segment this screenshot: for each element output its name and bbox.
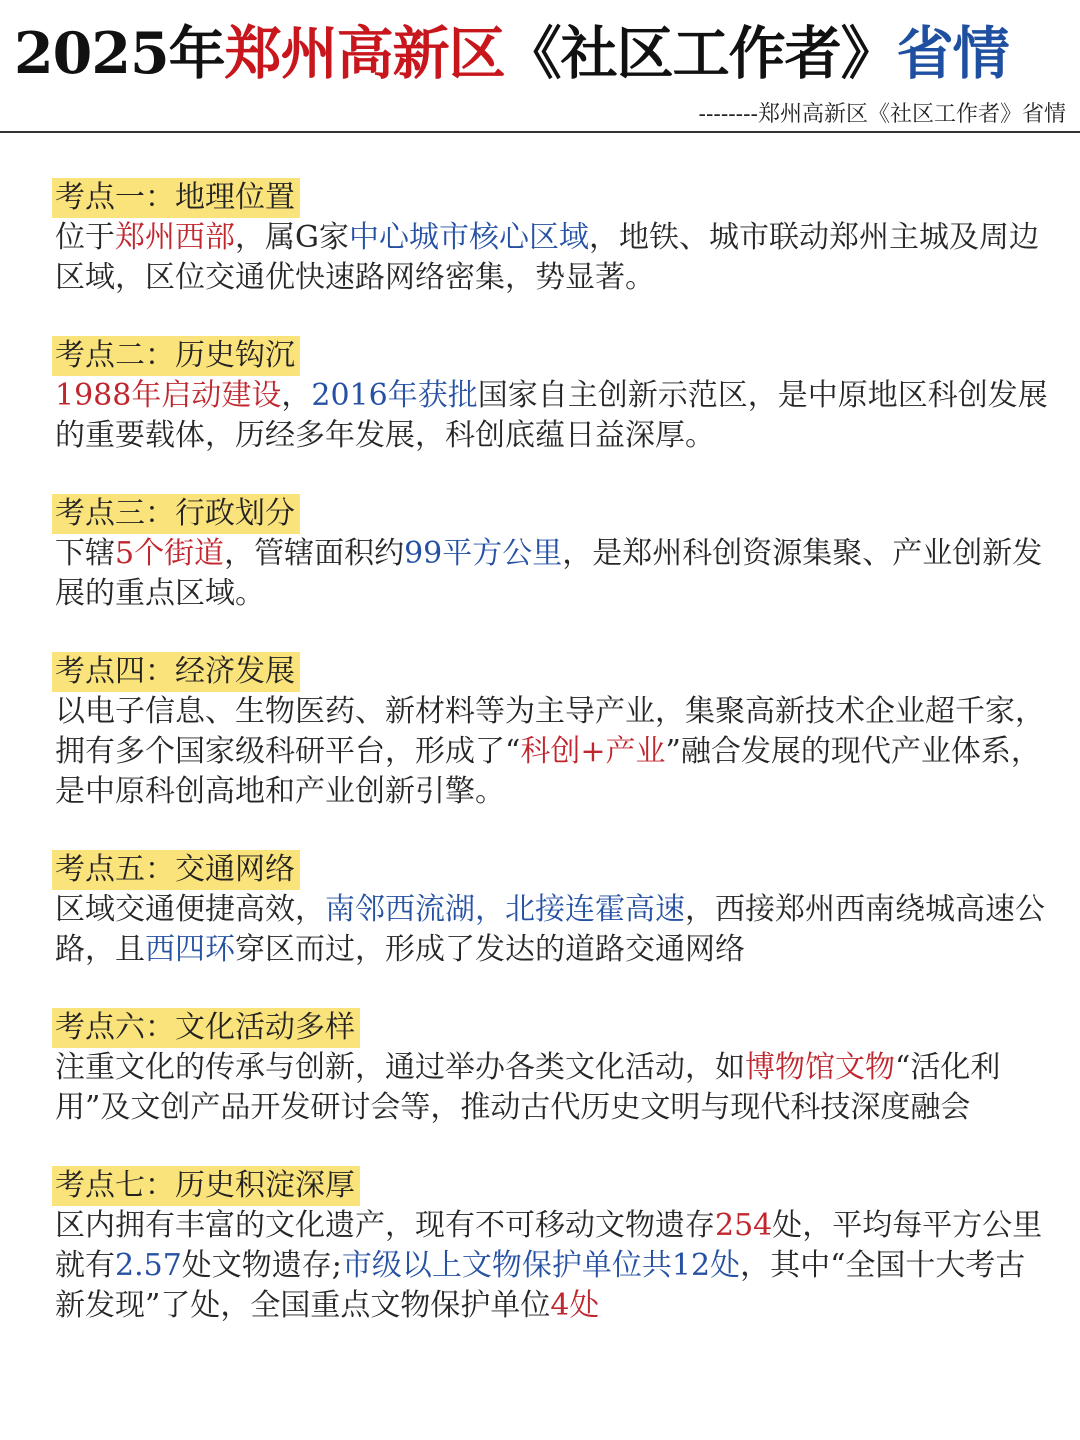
body-text-segment: ，其中“全国十大考古新发现”了处，全国重点文物保护单位 xyxy=(55,1248,1026,1323)
body-text-segment: “活化利用”及文创产品开发研讨会等，推动古代历史文明与现代科技深度融会 xyxy=(55,1050,1001,1125)
body-text-segment: 区内拥有丰富的文化遗产，现有不可移动文物遗存 xyxy=(55,1208,715,1243)
body-text-segment: ，属G家 xyxy=(235,220,349,255)
body-text-segment: ”融合发展的现代产业体系，是中原科创高地和产业创新引擎。 xyxy=(55,734,1041,809)
highlight-red-text: 4处 xyxy=(550,1288,600,1323)
section-heading: 考点三：行政划分 xyxy=(52,494,300,534)
body-text-segment: 位于 xyxy=(55,220,115,255)
section-heritage xyxy=(55,1166,1055,1326)
section-heading: 考点二：历史钩沉 xyxy=(52,336,300,376)
section-transport xyxy=(55,850,1055,970)
title-topic: 省情 xyxy=(896,20,1009,87)
body-text-segment: ，西接郑州西南绕城高速公路，且 xyxy=(55,892,1045,967)
body-text-segment: 区域交通便捷高效， xyxy=(55,892,325,927)
highlight-blue-text: 99平方公里 xyxy=(404,536,563,571)
body-text-segment: ，管辖面积约 xyxy=(224,536,405,571)
body-text-segment: ，是郑州科创资源集聚、产业创新发展的重点区域。 xyxy=(55,536,1043,611)
highlight-blue-text: 2.57 xyxy=(115,1248,182,1283)
section-culture xyxy=(55,1008,1055,1128)
highlight-blue-text: 市级以上文物保护单位共12处 xyxy=(341,1248,741,1283)
highlight-red-text: 博物馆文物 xyxy=(745,1050,895,1085)
title-district: 郑州高新区 xyxy=(224,20,505,87)
title-year: 2025年 xyxy=(14,20,225,87)
section-body xyxy=(55,376,1055,456)
highlight-blue-text: 西四环 xyxy=(145,932,235,967)
section-heading: 考点一：地理位置 xyxy=(52,178,300,218)
body-text-segment: 注重文化的传承与创新，通过举办各类文化活动，如 xyxy=(55,1050,745,1085)
highlight-red-text: 科创+产业 xyxy=(520,734,666,769)
body-text-segment: 下辖 xyxy=(55,536,115,571)
section-heading: 考点五：交通网络 xyxy=(52,850,300,890)
section-body xyxy=(55,534,1055,614)
highlight-blue-text: 中心城市核心区域 xyxy=(348,220,589,255)
highlight-red-text: 5个街道 xyxy=(115,536,225,571)
subtitle: --------郑州高新区《社区工作者》省情 xyxy=(698,102,1066,127)
body-text-segment: ， xyxy=(281,378,312,413)
header-divider xyxy=(0,131,1080,133)
section-administration xyxy=(55,494,1055,614)
highlight-blue-text: 2016年获批 xyxy=(311,378,478,413)
body-text-segment: 处文物遗存; xyxy=(181,1248,342,1283)
section-economy xyxy=(55,652,1055,812)
section-body xyxy=(55,1206,1055,1326)
highlight-red-text: 1988年启动建设 xyxy=(55,378,282,413)
section-body xyxy=(55,692,1055,812)
content xyxy=(55,178,1055,1364)
section-body xyxy=(55,218,1055,298)
highlight-blue-text: 南邻西流湖，北接连霍高速 xyxy=(325,892,685,927)
body-text-segment: 国家自主创新示范区，是中原地区科创发展的重要载体，历经多年发展，科创底蕴日益深厚。 xyxy=(55,378,1048,453)
section-body xyxy=(55,1048,1055,1128)
highlight-red-text: 郑州西部 xyxy=(115,220,235,255)
body-text-segment: 以电子信息、生物医药、新材料等为主导产业，集聚高新技术企业超千家，拥有多个国家级科研平台，形成了“ xyxy=(55,694,1045,769)
section-heading: 考点六：文化活动多样 xyxy=(52,1008,360,1048)
section-heading: 考点四：经济发展 xyxy=(52,652,300,692)
section-history xyxy=(55,336,1055,456)
body-text-segment: 穿区而过，形成了发达的道路交通网络 xyxy=(235,932,745,967)
body-text-segment: ，地铁、城市联动郑州主城及周边区域，区位交通优快速路网络密集，势显著。 xyxy=(55,220,1039,295)
highlight-red-text: 254 xyxy=(715,1208,773,1243)
body-text-segment: 处，平均每平方公里就有 xyxy=(55,1208,1043,1283)
section-location xyxy=(55,178,1055,298)
title-book: 《社区工作者》 xyxy=(504,20,897,87)
section-heading: 考点七：历史积淀深厚 xyxy=(52,1166,360,1206)
section-body xyxy=(55,890,1055,970)
page-title xyxy=(14,14,1074,94)
